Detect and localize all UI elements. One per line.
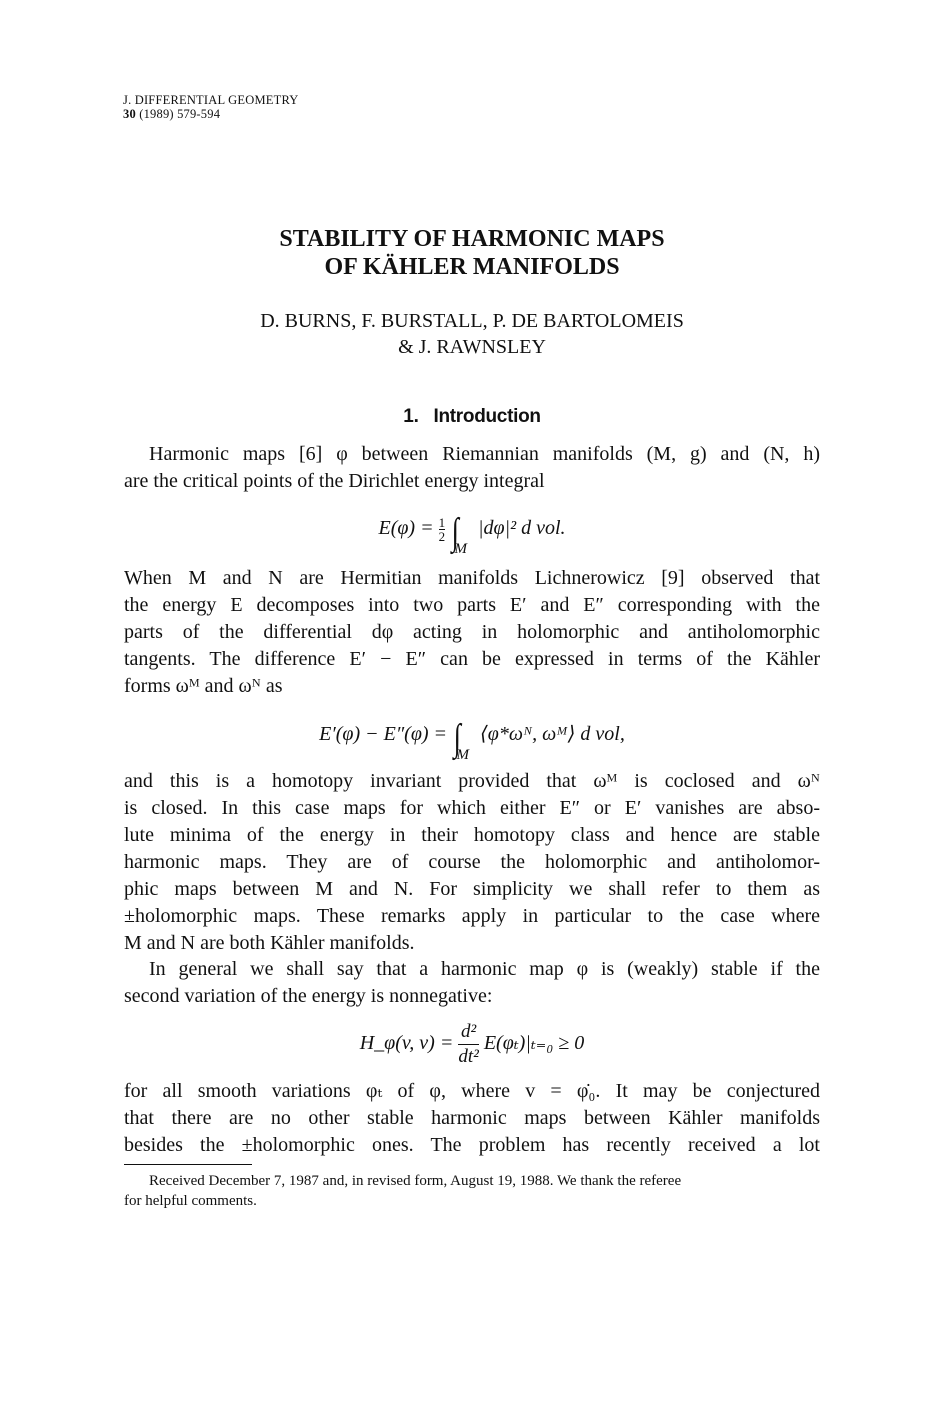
paragraph-line: Harmonic maps [6] φ between Riemannian manifolds (M, g) and (N, h) xyxy=(149,443,820,465)
paragraph-2 xyxy=(124,565,820,700)
paragraph-line: is closed. In this case maps for which either E″ or E′ vanishes are abso- xyxy=(124,797,820,819)
equation-lhs: E(φ) = xyxy=(378,517,439,539)
paragraph-1 xyxy=(124,441,820,495)
paragraph-line: forms ωᴹ and ωᴺ as xyxy=(124,675,283,697)
section-title: Introduction xyxy=(433,406,541,427)
paragraph-line: that there are no other stable harmonic maps between Kähler manifolds xyxy=(124,1107,820,1129)
equation-rhs: |dφ|² d vol. xyxy=(478,517,566,539)
paragraph-line: M and N are both Kähler manifolds. xyxy=(124,932,415,954)
footnote-divider xyxy=(124,1164,252,1165)
paragraph-line: besides the ±holomorphic ones. The problem has recently received a lot xyxy=(124,1134,820,1156)
paragraph-4 xyxy=(124,956,820,1010)
paragraph-line: and this is a homotopy invariant provided that ωᴹ is coclosed and ωᴺ xyxy=(124,770,820,792)
fraction-one-half xyxy=(439,516,446,543)
paragraph-line: parts of the differential dφ acting in holomorphic and antiholomorphic xyxy=(124,621,820,643)
paragraph-line: lute minima of the energy in their homotopy class and hence are stable xyxy=(124,824,820,846)
paragraph-line: second variation of the energy is nonnegative: xyxy=(124,985,493,1007)
paragraph-5 xyxy=(124,1078,820,1159)
journal-issue: (1989) 579-594 xyxy=(139,107,221,121)
authors-line-1: D. BURNS, F. BURSTALL, P. DE BARTOLOMEIS xyxy=(260,310,684,332)
paragraph-line: ±holomorphic maps. These remarks apply in particular to the case where xyxy=(124,905,820,927)
journal-header xyxy=(123,93,299,121)
paragraph-line: tangents. The difference E′ − E″ can be expressed in terms of the Kähler xyxy=(124,648,820,670)
equation-lhs: H_φ(v, v) = xyxy=(359,1032,459,1055)
integral-domain: M xyxy=(456,747,469,763)
journal-name: J. DIFFERENTIAL GEOMETRY xyxy=(123,93,299,107)
fraction-denominator: 2 xyxy=(438,528,446,544)
paragraph-3 xyxy=(124,768,820,957)
integral-sign: ∫ xyxy=(451,511,459,553)
equation-rhs: ⟨φ*ωᴺ, ωᴹ⟩ d vol, xyxy=(479,723,625,745)
footnote-line: for helpful comments. xyxy=(124,1193,257,1209)
derivative-fraction xyxy=(458,1020,478,1069)
section-heading xyxy=(0,406,944,428)
equation-second-variation xyxy=(0,1020,944,1069)
footnote xyxy=(124,1171,820,1211)
paper-title-line-2: OF KÄHLER MANIFOLDS xyxy=(324,254,620,280)
integral-sign: ∫ xyxy=(453,717,461,759)
paragraph-line: In general we shall say that a harmonic map φ is (weakly) stable if the xyxy=(149,958,820,980)
fraction-denominator: dt² xyxy=(458,1046,479,1067)
paragraph-line: phic maps between M and N. For simplicity we shall refer to them as xyxy=(124,878,820,900)
journal-volume: 30 xyxy=(123,107,136,121)
paragraph-line: are the critical points of the Dirichlet energy integral xyxy=(124,470,545,492)
fraction-numerator: d² xyxy=(460,1021,477,1042)
equation-dirichlet-energy xyxy=(0,510,944,557)
footnote-line: Received December 7, 1987 and, in revised form, August 19, 1988. We thank the referee xyxy=(149,1173,682,1189)
paper-title-line-1: STABILITY OF HARMONIC MAPS xyxy=(279,226,665,252)
paragraph-line: the energy E decomposes into two parts E′ and E″ corresponding with the xyxy=(124,594,820,616)
paragraph-line: for all smooth variations φₜ of φ, where v = φ̇₀. It may be conjectured xyxy=(124,1080,820,1102)
equation-lhs: E′(φ) − E″(φ) = xyxy=(319,723,453,745)
integral-domain: M xyxy=(454,541,468,557)
journal-volume-line xyxy=(123,107,299,121)
equation-energy-difference xyxy=(0,716,944,763)
paragraph-line: harmonic maps. They are of course the holomorphic and antiholomor- xyxy=(124,851,820,873)
authors-line-2: & J. RAWNSLEY xyxy=(398,336,546,358)
paragraph-line: When M and N are Hermitian manifolds Lichnerowicz [9] observed that xyxy=(124,567,820,589)
fraction-numerator: 1 xyxy=(438,514,446,530)
section-number: 1. xyxy=(403,406,419,427)
equation-rhs: E(φₜ)|ₜ₌₀ ≥ 0 xyxy=(483,1032,585,1055)
